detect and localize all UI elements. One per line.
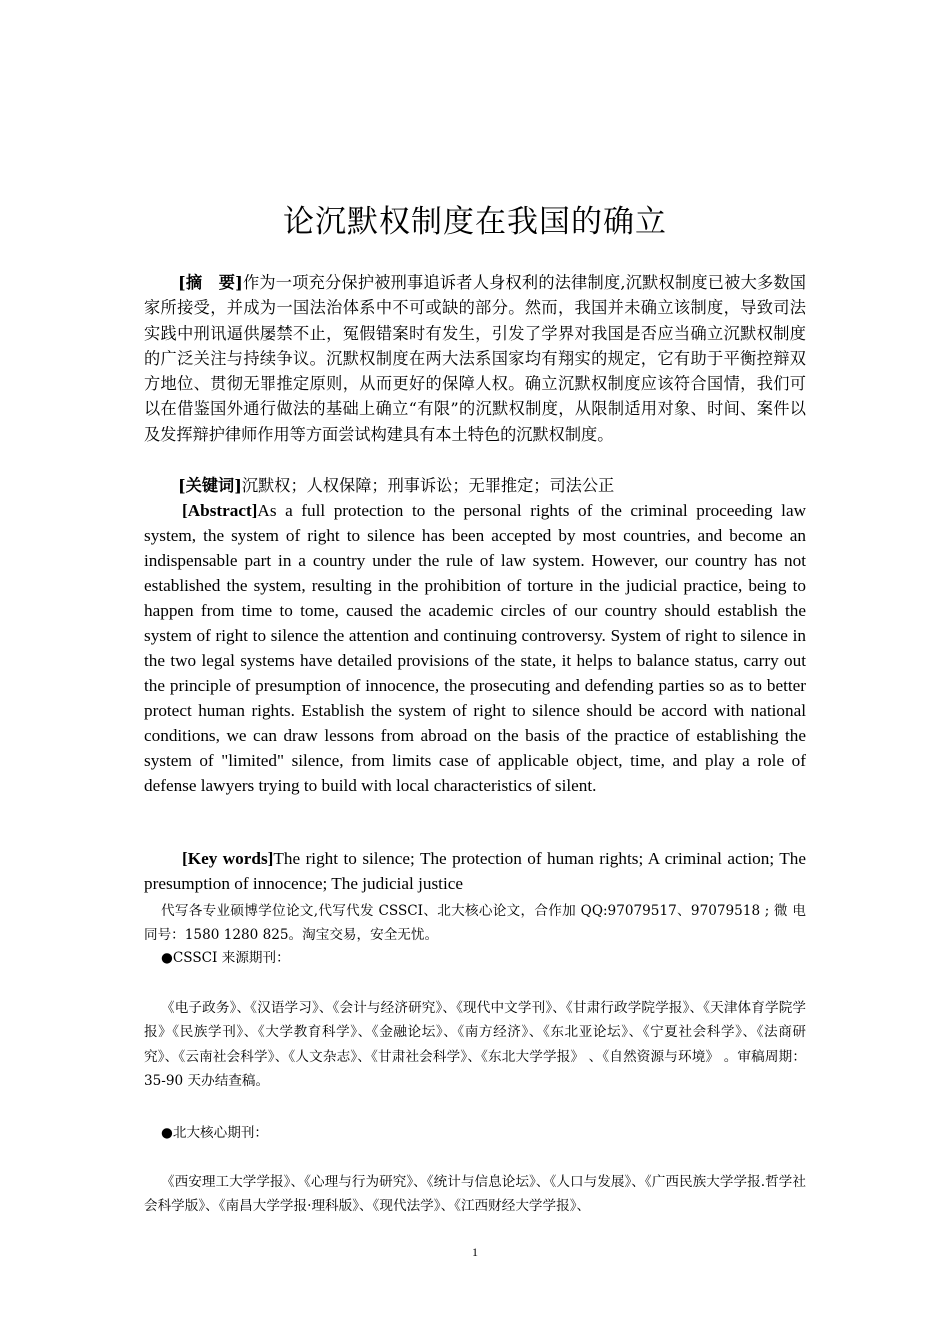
chinese-keywords-label: [关键词] [178, 476, 242, 495]
chinese-keywords [144, 473, 806, 498]
page-number: 1 [472, 1245, 478, 1259]
pku-core-journal-list: 《西安理工大学学报》、《心理与行为研究》、《统计与信息论坛》、《人口与发展》、《广西民族大学学报.哲学社会科学版》、《南昌大学学报·理科版》、《现代法学》、《江西财经大学学报》、 [144, 1174, 806, 1215]
english-abstract-text: As a full protection to the personal rights of the criminal proceeding law system, the system of right to silence has been accepted by most countries, and become an indispensable part in a country under the rule of law system. However, our country has not established the system, resulting in the prohibition of torture in the judicial practice, being to happen from time to tome, caused the academic circles of our country should establish the system of right to silence the attention and continuing controversy. System of right to silence in the two legal systems have detailed provisions of the state, it helps to balance status, carry out the principle of presumption of innocence, the prosecuting and defending parties so as to better protect human rights. Establish the system of right to silence should be accord with national conditions, we can draw lessons from abroad on the basis of the practice of establishing the system of "limited" silence, from limits case of applicable object, time, and play a role of defense lawyers trying to build with local characteristics of silent. [144, 501, 806, 795]
chinese-abstract [144, 270, 806, 447]
chinese-abstract-text: 作为一项充分保护被刑事追诉者人身权利的法律制度,沉默权制度已被大多数国家所接受，并成为一国法治体系中不可或缺的部分。然而，我国并未确立该制度，导致司法实践中刑讯逼供屡禁不止，冤假错案时有发生，引发了学界对我国是否应当确立沉默权制度的广泛关注与持续争议。沉默权制度在两大法系国家均有翔实的规定，它有助于平衡控辩双方地位、贯彻无罪推定原则，从而更好的保障人权。确立沉默权制度应该符合国情，我们可以在借鉴国外通行做法的基础上确立“有限”的沉默权制度，从限制适用对象、时间、案件以及发挥辩护律师作用等方面尝试构建具有本土特色的沉默权制度。 [144, 273, 806, 444]
english-keywords [144, 846, 806, 896]
pku-core-heading: ●北大核心期刊： [161, 1125, 269, 1141]
chinese-keywords-text: 沉默权；人权保障；刑事诉讼；无罪推定；司法公正 [241, 476, 615, 495]
english-abstract-label: [Abstract] [182, 501, 258, 520]
cssci-journal-list: 《电子政务》、《汉语学习》、《会计与经济研究》、《现代中文学刊》、《甘肃行政学院学报》、《天津体育学院学报》《民族学刊》、《大学教育科学》、《金融论坛》、《南方经济》、《东北亚论坛》、《宁夏社会科学》、《法商研究》、《云南社会科学》、《人文杂志》、《甘肃社会科学》、《东北大学学报》 、《自然资源与环境》 。审稿周期：35-90 天办结查稿。 [144, 1000, 806, 1090]
english-keywords-text: The right to silence; The protection of human rights; A criminal action; The presumption of innocence; The judicial justice [144, 849, 807, 893]
chinese-abstract-label: [摘 要] [178, 273, 243, 292]
english-keywords-label: [Key words] [182, 849, 274, 868]
english-abstract [144, 498, 806, 798]
cssci-heading: ●CSSCI 来源期刊： [161, 950, 290, 966]
paper-title: 论沉默权制度在我国的确立 [283, 204, 667, 240]
advertisement-text: 代写各专业硕博学位论文,代写代发 CSSCI、北大核心论文，合作加 QQ:97079517、97079518 ; 微 电同号：1580 1280 825。淘宝交易，安全无忧。 [144, 903, 806, 943]
